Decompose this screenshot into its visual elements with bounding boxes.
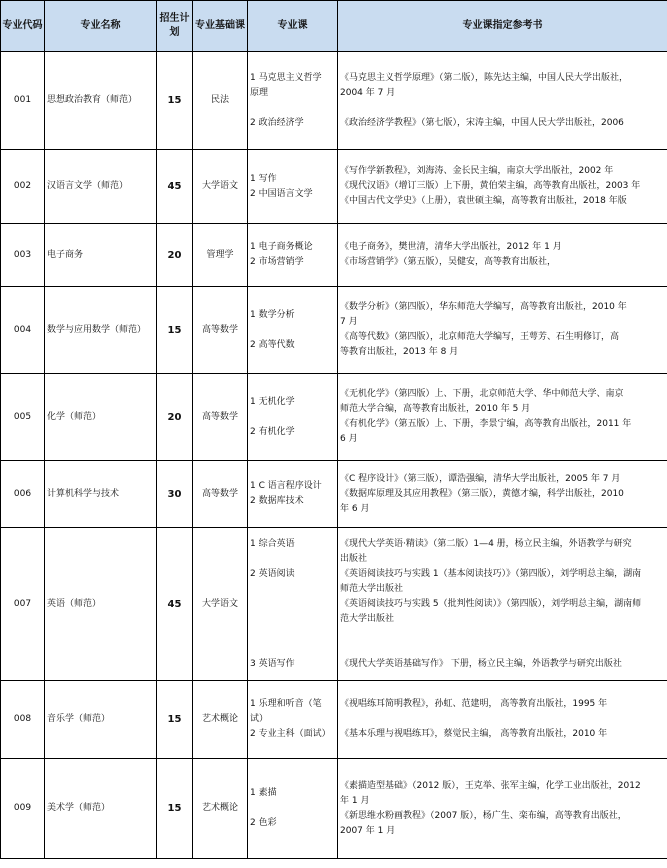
table-row — [1, 150, 667, 224]
base-course: 高等数学 — [193, 287, 248, 374]
reference-book-line: 《有机化学》（第五版）上、下册，李景宁编，高等教育出版社，2011 年 — [340, 419, 632, 429]
header-row — [1, 1, 667, 52]
major-code: 001 — [1, 52, 45, 150]
reference-book-list — [338, 374, 667, 461]
course-line: 1 数学分析 — [250, 309, 295, 320]
course-line — [250, 627, 336, 642]
course-line: 1 素描 — [250, 788, 277, 798]
major-code: 005 — [1, 374, 45, 461]
reference-book-line: 7 月 — [340, 317, 358, 327]
major-name: 计算机科学与技术 — [45, 461, 157, 528]
course-line: 原理 — [250, 87, 269, 98]
course-line: 2 英语阅读 — [250, 568, 295, 579]
course-line — [250, 552, 336, 567]
table-row — [1, 759, 667, 859]
base-course: 民法 — [193, 52, 248, 150]
table-row — [1, 681, 667, 759]
base-course: 大学语文 — [193, 528, 248, 681]
reference-book-line — [340, 101, 666, 116]
course-line: 1 C 语言程序设计 — [250, 481, 322, 491]
course-line: 2 色彩 — [250, 818, 277, 828]
reference-book-line: 《视唱练耳简明教程》，孙虹、范建明， 高等教育出版社，1995 年 — [340, 699, 608, 709]
reference-book-line: 《市场营销学》（第五版），吴健安，高等教育出版社， — [340, 257, 557, 267]
course-list — [248, 528, 338, 681]
reference-book-line: 6 月 — [340, 434, 358, 444]
major-code: 008 — [1, 681, 45, 759]
base-course: 艺术概论 — [193, 759, 248, 859]
major-code: 006 — [1, 461, 45, 528]
enrollment-quota: 15 — [157, 759, 193, 859]
reference-book-list — [338, 224, 667, 287]
course-list — [248, 759, 338, 859]
reference-book-line: 《英语阅读技巧与实践 1（基本阅读技巧）》（第四版），刘学明总主编，湖南 — [340, 568, 642, 579]
reference-book-line: 《数学分析》（第四版），华东师范大学编写，高等教育出版社，2010 年 — [340, 302, 627, 312]
table-row — [1, 224, 667, 287]
reference-book-list — [338, 528, 667, 681]
course-line — [250, 582, 336, 597]
enrollment-quota: 15 — [157, 287, 193, 374]
major-code: 009 — [1, 759, 45, 859]
major-code: 003 — [1, 224, 45, 287]
reference-book-line: 《英语阅读技巧与实践 5（批判性阅读）》（第四版），刘学明总主编，湖南师 — [340, 598, 642, 609]
course-line: 3 英语写作 — [250, 658, 295, 669]
reference-book-line: 2004 年 7 月 — [340, 87, 396, 98]
reference-book-line: 年 1 月 — [340, 795, 370, 806]
course-line — [250, 801, 336, 816]
major-code: 007 — [1, 528, 45, 681]
course-list — [248, 287, 338, 374]
table-row — [1, 52, 667, 150]
reference-book-line: 2007 年 1 月 — [340, 825, 396, 836]
reference-book-list — [338, 461, 667, 528]
course-line: 1 无机化学 — [250, 396, 295, 407]
enrollment-quota: 45 — [157, 528, 193, 681]
course-line: 2 政治经济学 — [250, 117, 304, 128]
reference-book-line: 《现代大学英语基础写作》 下册，杨立民主编，外语教学与研究出版社 — [340, 658, 622, 669]
reference-book-list — [338, 52, 667, 150]
major-name: 美术学（师范） — [45, 759, 157, 859]
reference-book-list — [338, 759, 667, 859]
reference-book-line: 师范大学合编，高等教育出版社，2010 年 5 月 — [340, 404, 531, 414]
enrollment-quota: 20 — [157, 224, 193, 287]
header-code: 专业代码 — [1, 1, 45, 52]
reference-book-line: 《马克思主义哲学原理》（第二版），陈先达主编，中国人民大学出版社， — [340, 72, 629, 83]
base-course: 高等数学 — [193, 374, 248, 461]
course-list — [248, 150, 338, 224]
reference-book-line: 《高等代数》（第四版），北京师范大学编写，王萼芳、石生明修订，高 — [340, 332, 620, 342]
major-name: 电子商务 — [45, 224, 157, 287]
enrollment-quota: 15 — [157, 681, 193, 759]
table-body — [1, 52, 667, 859]
reference-book-line: 《素描造型基础》（2012 版），王克举、张军主编，化学工业出版社，2012 — [340, 780, 641, 791]
header-quota: 招生计划 — [157, 1, 193, 52]
major-code: 004 — [1, 287, 45, 374]
course-line: 1 综合英语 — [250, 538, 295, 549]
course-line: 2 专业主科（面试） — [250, 729, 331, 739]
reference-book-line: 《数据库原理及其应用教程》（第三版），黄德才编，科学出版社，2010 — [340, 488, 624, 499]
header-base-course: 专业基础课 — [193, 1, 248, 52]
major-name: 汉语言文学（师范） — [45, 150, 157, 224]
course-line: 2 市场营销学 — [250, 257, 304, 267]
course-line: 1 乐理和听音（笔 — [250, 699, 322, 709]
course-line — [250, 642, 336, 657]
reference-book-line: 年 6 月 — [340, 503, 370, 514]
reference-book-line — [340, 642, 666, 657]
major-name: 化学（师范） — [45, 374, 157, 461]
course-line: 1 马克思主义哲学 — [250, 72, 322, 83]
course-line — [250, 597, 336, 612]
course-line — [250, 410, 336, 425]
major-name: 数学与应用数学（师范） — [45, 287, 157, 374]
course-line: 试） — [250, 714, 269, 724]
course-line: 2 高等代数 — [250, 339, 295, 350]
course-line — [250, 323, 336, 338]
reference-book-line: 师范大学出版社 — [340, 583, 404, 594]
enrollment-quota: 15 — [157, 52, 193, 150]
reference-book-line — [340, 627, 666, 642]
reference-book-line: 《新思维水粉画教程》（2007 版），杨广生、栾布编，高等教育出版社， — [340, 810, 627, 821]
course-list — [248, 224, 338, 287]
course-list — [248, 374, 338, 461]
course-list — [248, 681, 338, 759]
reference-book-line: 出版社 — [340, 553, 368, 564]
major-code: 002 — [1, 150, 45, 224]
reference-book-line: 《写作学新教程》，刘海涛、金长民主编，南京大学出版社，2002 年 — [340, 166, 614, 176]
reference-book-list — [338, 681, 667, 759]
reference-book-line: 《政治经济学教程》（第七版），宋涛主编，中国人民大学出版社，2006 — [340, 117, 624, 128]
reference-book-line: 《C 程序设计》（第三版），谭浩强编，清华大学出版社，2005 年 7 月 — [340, 473, 621, 484]
table-row — [1, 374, 667, 461]
enrollment-quota: 30 — [157, 461, 193, 528]
table-row — [1, 287, 667, 374]
reference-book-line: 《中国古代文学史》（上册），袁世硕主编，高等教育出版社，2018 年版 — [340, 196, 627, 206]
reference-book-line: 《基本乐理与视唱练耳》，蔡觉民主编， 高等教育出版社，2010 年 — [340, 729, 608, 739]
reference-book-line — [340, 712, 666, 727]
header-name: 专业名称 — [45, 1, 157, 52]
major-name: 思想政治教育（师范） — [45, 52, 157, 150]
reference-book-line: 等教育出版社，2013 年 8 月 — [340, 347, 459, 357]
course-list — [248, 461, 338, 528]
table-row — [1, 528, 667, 681]
course-line: 2 中国语言文学 — [250, 188, 313, 199]
course-line: 1 写作 — [250, 173, 277, 184]
reference-book-list — [338, 150, 667, 224]
base-course: 大学语文 — [193, 150, 248, 224]
course-line — [250, 101, 336, 116]
major-name: 音乐学（师范） — [45, 681, 157, 759]
reference-book-line: 《现代大学英语·精读》（第二版）1—4 册，杨立民主编，外语教学与研究 — [340, 538, 632, 549]
reference-book-line: 《电子商务》，樊世清，清华大学出版社，2012 年 1 月 — [340, 242, 562, 252]
reference-book-list — [338, 287, 667, 374]
reference-book-line: 《现代汉语》（增订三版）上下册，黄伯荣主编，高等教育出版社，2003 年 — [340, 181, 641, 191]
table-row — [1, 461, 667, 528]
course-list — [248, 52, 338, 150]
reference-book-line: 范大学出版社 — [340, 613, 395, 624]
base-course: 艺术概论 — [193, 681, 248, 759]
course-line: 2 有机化学 — [250, 426, 295, 437]
course-line: 1 电子商务概论 — [250, 242, 313, 252]
enrollment-quota: 20 — [157, 374, 193, 461]
course-line — [250, 612, 336, 627]
major-name: 英语（师范） — [45, 528, 157, 681]
enrollment-quota: 45 — [157, 150, 193, 224]
course-line: 2 数据库技术 — [250, 496, 304, 506]
base-course: 高等数学 — [193, 461, 248, 528]
header-books: 专业课指定参考书 — [338, 1, 667, 52]
base-course: 管理学 — [193, 224, 248, 287]
header-courses: 专业课 — [248, 1, 338, 52]
reference-book-line: 《无机化学》（第四版）上、下册，北京师范大学、华中师范大学、南京 — [340, 389, 624, 399]
